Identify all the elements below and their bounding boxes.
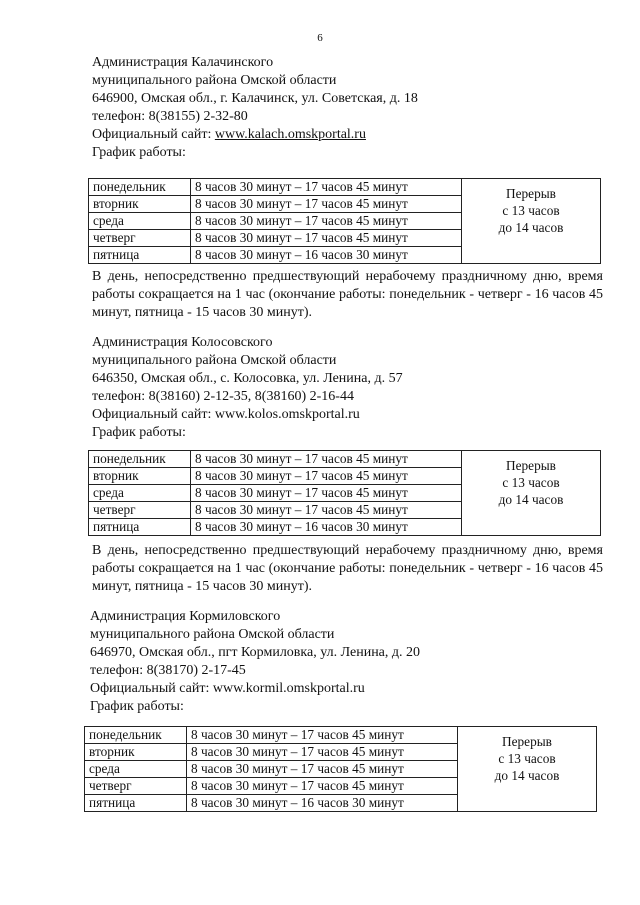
site-link[interactable]: www.kalach.omskportal.ru bbox=[214, 127, 366, 142]
time-cell: 8 часов 30 минут – 16 часов 30 минут bbox=[187, 795, 458, 812]
address-block bbox=[92, 334, 403, 442]
break-cell bbox=[462, 451, 601, 536]
break-to: до 14 часов bbox=[498, 492, 564, 507]
schedule-label: График работы: bbox=[92, 145, 186, 160]
day-cell: четверг bbox=[85, 778, 187, 795]
org-site-line bbox=[92, 406, 403, 424]
break-from: с 13 часов bbox=[502, 475, 560, 490]
day-cell: пятница bbox=[85, 795, 187, 812]
org-name: Администрация Калачинского bbox=[92, 55, 274, 70]
site-label: Официальный сайт: bbox=[92, 407, 215, 422]
day-cell: понедельник bbox=[89, 451, 191, 468]
org-address: 646970, Омская обл., пгт Кормиловка, ул. Ленина, д. 20 bbox=[90, 645, 421, 660]
table-row bbox=[89, 179, 601, 196]
time-cell: 8 часов 30 минут – 17 часов 45 минут bbox=[187, 778, 458, 795]
address-block bbox=[90, 608, 420, 716]
time-cell: 8 часов 30 минут – 17 часов 45 минут bbox=[191, 468, 462, 485]
time-cell: 8 часов 30 минут – 17 часов 45 минут bbox=[187, 744, 458, 761]
time-cell: 8 часов 30 минут – 17 часов 45 минут bbox=[191, 179, 462, 196]
org-address: 646350, Омская обл., с. Колосовка, ул. Ленина, д. 57 bbox=[92, 371, 403, 386]
time-cell: 8 часов 30 минут – 17 часов 45 минут bbox=[191, 485, 462, 502]
day-cell: четверг bbox=[89, 230, 191, 247]
day-cell: вторник bbox=[85, 744, 187, 761]
org-name: Администрация Кормиловского bbox=[90, 609, 281, 624]
page-number: 6 bbox=[317, 32, 323, 44]
break-to: до 14 часов bbox=[494, 768, 560, 783]
time-cell: 8 часов 30 минут – 17 часов 45 минут bbox=[187, 761, 458, 778]
break-cell bbox=[462, 179, 601, 264]
time-cell: 8 часов 30 минут – 16 часов 30 минут bbox=[191, 519, 462, 536]
day-cell: четверг bbox=[89, 502, 191, 519]
org-phone: телефон: 8(38155) 2-32-80 bbox=[92, 109, 248, 124]
day-cell: понедельник bbox=[89, 179, 191, 196]
time-cell: 8 часов 30 минут – 16 часов 30 минут bbox=[191, 247, 462, 264]
holiday-note: В день, непосредственно предшествующий нерабочему праздничному дню, время работы сокращается на 1 час (окончание работы: понедельник - четверг - 16 часов 45 минут, пятница - 15 часов 30 минут). bbox=[92, 269, 603, 320]
break-to: до 14 часов bbox=[498, 220, 564, 235]
schedule-label: График работы: bbox=[92, 425, 186, 440]
day-cell: вторник bbox=[89, 196, 191, 213]
break-title: Перерыв bbox=[502, 734, 552, 749]
site-label: Официальный сайт: bbox=[92, 127, 215, 142]
org-district: муниципального района Омской области bbox=[92, 73, 337, 88]
day-cell: понедельник bbox=[85, 727, 187, 744]
time-cell: 8 часов 30 минут – 17 часов 45 минут bbox=[191, 502, 462, 519]
org-phone: телефон: 8(38170) 2-17-45 bbox=[90, 663, 246, 678]
day-cell: среда bbox=[89, 485, 191, 502]
time-cell: 8 часов 30 минут – 17 часов 45 минут bbox=[191, 213, 462, 230]
schedule-table bbox=[88, 450, 601, 536]
day-cell: среда bbox=[85, 761, 187, 778]
table-row bbox=[89, 451, 601, 468]
org-phone: телефон: 8(38160) 2-12-35, 8(38160) 2-16-44 bbox=[92, 389, 354, 404]
site-label: Официальный сайт: bbox=[90, 681, 213, 696]
day-cell: пятница bbox=[89, 519, 191, 536]
break-from: с 13 часов bbox=[502, 203, 560, 218]
org-address: 646900, Омская обл., г. Калачинск, ул. Советская, д. 18 bbox=[92, 91, 418, 106]
time-cell: 8 часов 30 минут – 17 часов 45 минут bbox=[191, 230, 462, 247]
org-name: Администрация Колосовского bbox=[92, 335, 273, 350]
day-cell: среда bbox=[89, 213, 191, 230]
address-block bbox=[92, 54, 418, 162]
org-site-line bbox=[90, 680, 420, 698]
table-row bbox=[85, 727, 597, 744]
time-cell: 8 часов 30 минут – 17 часов 45 минут bbox=[191, 196, 462, 213]
org-site-line bbox=[92, 126, 418, 144]
day-cell: пятница bbox=[89, 247, 191, 264]
break-title: Перерыв bbox=[506, 186, 556, 201]
org-district: муниципального района Омской области bbox=[90, 627, 335, 642]
org-district: муниципального района Омской области bbox=[92, 353, 337, 368]
schedule-table bbox=[88, 178, 601, 264]
break-title: Перерыв bbox=[506, 458, 556, 473]
time-cell: 8 часов 30 минут – 17 часов 45 минут bbox=[191, 451, 462, 468]
break-from: с 13 часов bbox=[498, 751, 556, 766]
day-cell: вторник bbox=[89, 468, 191, 485]
site-link[interactable]: www.kolos.omskportal.ru bbox=[214, 407, 360, 422]
holiday-note: В день, непосредственно предшествующий нерабочему праздничному дню, время работы сокращается на 1 час (окончание работы: понедельник - четверг - 16 часов 45 минут, пятница - 15 часов 30 минут). bbox=[92, 543, 603, 594]
site-link[interactable]: www.kormil.omskportal.ru bbox=[212, 681, 365, 696]
schedule-label: График работы: bbox=[90, 699, 184, 714]
time-cell: 8 часов 30 минут – 17 часов 45 минут bbox=[187, 727, 458, 744]
break-cell bbox=[458, 727, 597, 812]
schedule-table bbox=[84, 726, 597, 812]
